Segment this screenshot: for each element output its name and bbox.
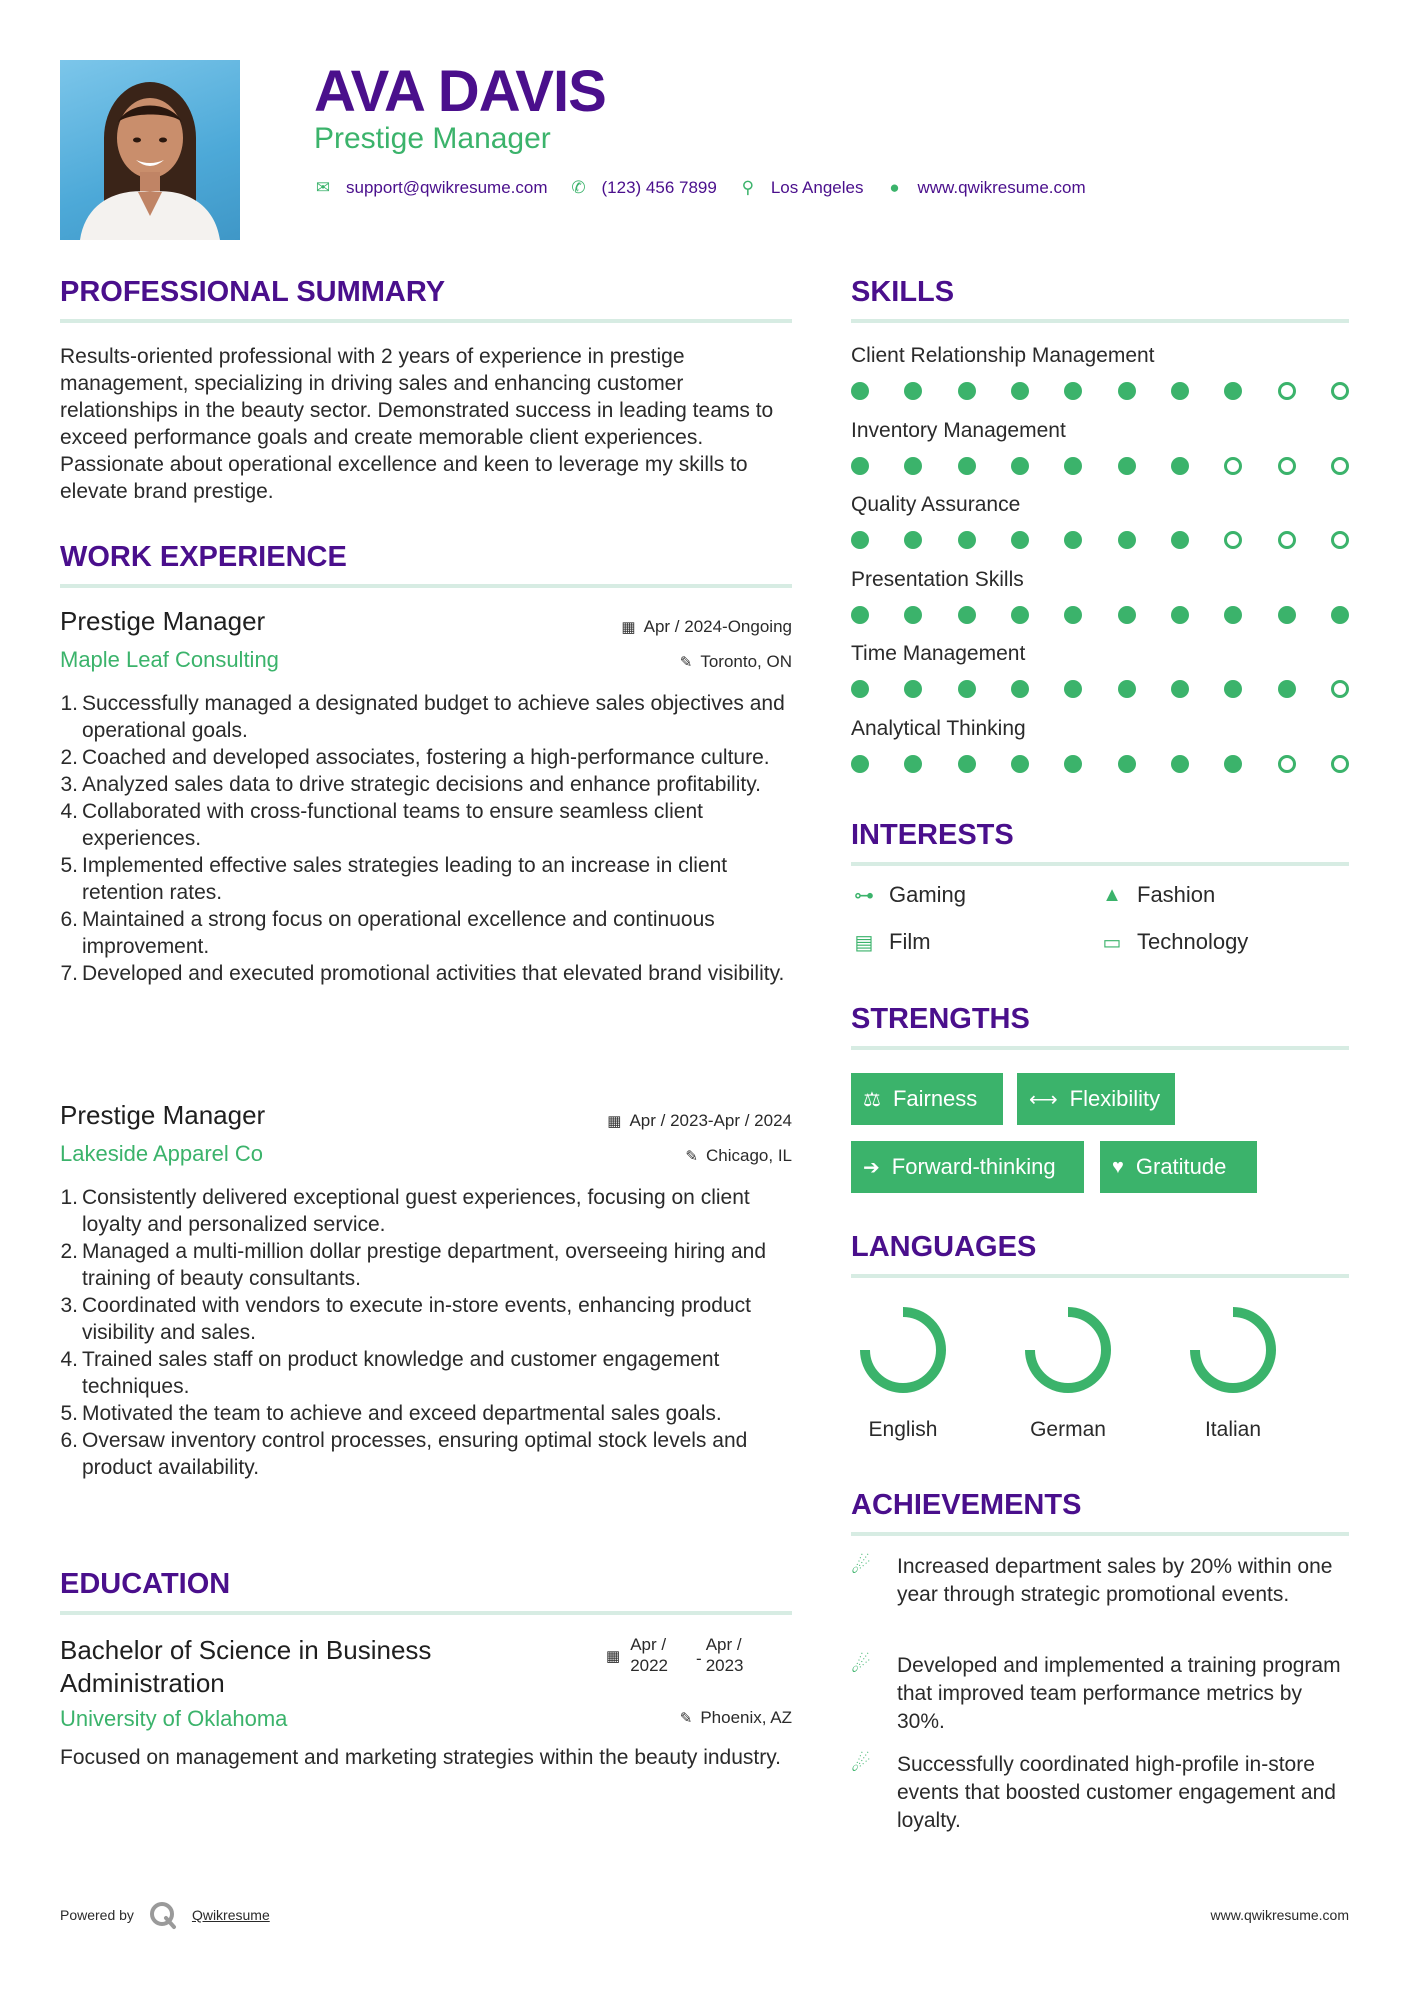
skills-divider <box>851 319 1349 323</box>
achievements-divider <box>851 1532 1349 1536</box>
rating-dot-empty <box>1278 755 1296 773</box>
rating-dot-empty <box>1278 457 1296 475</box>
calendar-icon: ▦ <box>621 619 636 636</box>
rating-dot-filled <box>851 531 869 549</box>
job-1-title: Prestige Manager <box>60 606 266 636</box>
rating-dot-filled <box>1064 382 1082 400</box>
rating-dot-filled <box>904 606 922 624</box>
skill-name: Quality Assurance <box>851 493 1021 516</box>
skill-name: Analytical Thinking <box>851 716 1026 740</box>
degree-line-1: Bachelor of Science in Business <box>60 1635 432 1665</box>
list-item: 1. Successfully managed a designated budget to achieve sales objectives and operational goals. <box>60 692 785 742</box>
rating-dot-filled <box>1224 680 1242 698</box>
skill-rating <box>851 606 1349 626</box>
list-item: 6. Maintained a strong focus on operational excellence and continuous improvement. <box>60 908 715 958</box>
rating-dot-filled <box>851 606 869 624</box>
skill-rating <box>851 755 1349 775</box>
pin-icon: ✎ <box>685 1148 698 1165</box>
skill-rating <box>851 457 1349 477</box>
rating-dot-empty <box>1331 755 1349 773</box>
rating-dot-empty <box>1331 382 1349 400</box>
education-location <box>680 1708 792 1728</box>
brand-link[interactable]: Qwikresume <box>191 1907 270 1923</box>
summary-heading: PROFESSIONAL SUMMARY <box>60 276 446 308</box>
achievement-item-3: ☄ Successfully coordinated high-profile in-store events that boosted customer engagement and loyalty. <box>851 1751 1349 1835</box>
website-text[interactable]: www.qwikresume.com <box>917 178 1086 197</box>
rating-dot-filled <box>1331 606 1349 624</box>
rating-dot-filled <box>1171 680 1189 698</box>
candidate-name: AVA DAVIS <box>314 59 606 124</box>
globe-icon: ● <box>889 178 900 197</box>
list-item: 6. Oversaw inventory control processes, ensuring optimal stock levels and product availability. <box>60 1429 748 1479</box>
rating-dot-filled <box>1064 755 1082 773</box>
envelope-icon: ✉ <box>315 178 331 197</box>
shooting-star-icon: ☄ <box>851 1553 871 1578</box>
language-item <box>1173 1300 1293 1442</box>
rating-dot-filled <box>1011 755 1029 773</box>
rating-dot-empty <box>1278 531 1296 549</box>
language-progress-arc <box>865 1312 941 1388</box>
rating-dot-filled <box>958 755 976 773</box>
contact-website[interactable] <box>885 178 1085 198</box>
list-item: 5. Motivated the team to achieve and exceed departmental sales goals. <box>60 1402 722 1425</box>
rating-dot-empty <box>1278 382 1296 400</box>
balance-scale-icon: ⚖ <box>863 1088 881 1111</box>
strength-badge-gratitude: ♥ Gratitude <box>1100 1141 1257 1193</box>
list-item: 5. Implemented effective sales strategies leading to an increase in client retention rates. <box>60 854 728 904</box>
experience-heading: WORK EXPERIENCE <box>60 541 347 573</box>
rating-dot-filled <box>1011 680 1029 698</box>
rating-dot-filled <box>851 457 869 475</box>
rating-dot-filled <box>958 606 976 624</box>
list-item: 7. Developed and executed promotional activities that elevated brand visibility. <box>60 962 785 985</box>
rating-dot-filled <box>1224 382 1242 400</box>
strength-badge-fairness: ⚖ Fairness <box>851 1073 1003 1125</box>
language-label: Italian <box>1204 1418 1262 1441</box>
rating-dot-filled <box>1224 755 1242 773</box>
rating-dot-filled <box>1011 531 1029 549</box>
list-item: 1. Consistently delivered exceptional guest experiences, focusing on client loyalty and personalized service. <box>60 1186 750 1236</box>
portrait-illustration <box>60 60 240 240</box>
rating-dot-filled <box>1171 755 1189 773</box>
rating-dot-filled <box>851 680 869 698</box>
summary-text: Results-oriented professional with 2 years of experience in prestige management, specializing in driving sales and enhancing customer relationships in the beauty sector. Demonstrated success in leading teams to exceed performance goals and create memorable client experiences. Passionate about operational excellence and keen to leverage my skills to elevate brand prestige. <box>60 345 774 503</box>
edu-location-text: Phoenix, AZ <box>700 1708 792 1727</box>
list-item: 2. Managed a multi-million dollar prestige department, overseeing hiring and training of beauty consultants. <box>60 1240 767 1290</box>
rating-dot-filled <box>1118 457 1136 475</box>
shopping-bag-icon: ▲ <box>1102 883 1122 906</box>
experience-divider <box>60 584 792 588</box>
job-1-location <box>680 652 792 672</box>
contact-location <box>739 178 864 198</box>
skills-heading: SKILLS <box>851 276 955 308</box>
job-1-dates <box>621 617 792 637</box>
rating-dot-filled <box>1118 382 1136 400</box>
map-marker-icon: ⚲ <box>741 178 755 197</box>
interest-gaming: ⊶ Gaming <box>851 882 966 908</box>
rating-dot-filled <box>1118 755 1136 773</box>
rating-dot-filled <box>1171 606 1189 624</box>
education-heading: EDUCATION <box>60 1568 231 1600</box>
strengths-divider <box>851 1046 1349 1050</box>
location-text: Los Angeles <box>770 178 864 197</box>
list-item: 3. Coordinated with vendors to execute in-store events, enhancing product visibility and sales. <box>60 1294 751 1344</box>
degree-title <box>60 1634 431 1700</box>
pin-icon: ✎ <box>679 1710 693 1727</box>
summary-divider <box>60 319 792 323</box>
contact-email[interactable] <box>314 178 548 198</box>
language-progress-ring <box>1018 1300 1118 1400</box>
job-2-company: Lakeside Apparel Co <box>60 1141 264 1166</box>
contact-bar <box>314 178 1108 198</box>
rating-dot-filled <box>1011 457 1029 475</box>
rating-dot-filled <box>1171 531 1189 549</box>
rating-dot-filled <box>1064 680 1082 698</box>
rating-dot-filled <box>904 531 922 549</box>
contact-phone[interactable] <box>570 178 717 198</box>
achievements-heading: ACHIEVEMENTS <box>851 1489 1082 1521</box>
degree-line-2: Administration <box>60 1668 225 1698</box>
film-icon: ▤ <box>854 931 874 954</box>
language-progress-arc <box>1030 1312 1106 1388</box>
rating-dot-filled <box>1171 382 1189 400</box>
skill-name: Client Relationship Management <box>851 344 1155 367</box>
rating-dot-filled <box>904 755 922 773</box>
gamepad-icon: ⊶ <box>854 884 874 907</box>
arrows-horizontal-icon: ⟷ <box>1029 1088 1058 1111</box>
job-2-title: Prestige Manager <box>60 1100 266 1130</box>
interests-heading: INTERESTS <box>851 819 1014 851</box>
skill-rating <box>851 531 1349 551</box>
shooting-star-icon: ☄ <box>851 1652 871 1677</box>
skill-name: Presentation Skills <box>851 567 1024 591</box>
rating-dot-filled <box>1118 531 1136 549</box>
qwikresume-logo-icon <box>148 1900 178 1930</box>
rating-dot-filled <box>1064 606 1082 624</box>
shooting-star-icon: ☄ <box>851 1751 871 1776</box>
footer-powered-by <box>60 1900 270 1930</box>
list-item: 3. Analyzed sales data to drive strategic decisions and enhance profitability. <box>60 773 762 796</box>
rating-dot-filled <box>1064 457 1082 475</box>
achievement-item-1: ☄ Increased department sales by 20% within one year through strategic promotional events. <box>851 1553 1349 1609</box>
rating-dot-filled <box>1278 680 1296 698</box>
rating-dot-filled <box>958 531 976 549</box>
language-item <box>843 1300 963 1442</box>
rating-dot-filled <box>1224 606 1242 624</box>
school-name: University of Oklahoma <box>60 1706 288 1731</box>
email-text[interactable]: support@qwikresume.com <box>346 178 548 197</box>
skill-rating <box>851 680 1349 700</box>
rating-dot-empty <box>1331 680 1349 698</box>
strengths-heading: STRENGTHS <box>851 1003 1030 1035</box>
edu-date-separator: - <box>696 1649 702 1668</box>
interest-technology: ▭ Technology <box>1099 929 1248 955</box>
rating-dot-filled <box>904 382 922 400</box>
skill-name: Time Management <box>851 642 1026 665</box>
pin-icon: ✎ <box>679 654 693 671</box>
rating-dot-filled <box>1118 606 1136 624</box>
list-item: 4. Trained sales staff on product knowledge and customer engagement techniques. <box>60 1348 720 1398</box>
edu-date-start: Apr / 2022 <box>630 1635 669 1675</box>
rating-dot-filled <box>851 382 869 400</box>
rating-dot-filled <box>1064 531 1082 549</box>
language-item <box>1008 1300 1128 1442</box>
job-2-location-text: Chicago, IL <box>706 1146 792 1165</box>
language-label: English <box>868 1418 938 1441</box>
rating-dot-filled <box>1011 382 1029 400</box>
footer-website[interactable]: www.qwikresume.com <box>1210 1907 1349 1923</box>
list-item: 4. Collaborated with cross-functional teams to ensure seamless client experiences. <box>60 800 703 850</box>
job-2-dates <box>607 1111 792 1131</box>
profile-photo <box>60 60 240 240</box>
interests-divider <box>851 862 1349 866</box>
laptop-icon: ▭ <box>1102 931 1122 954</box>
rating-dot-empty <box>1331 531 1349 549</box>
rating-dot-empty <box>1224 531 1242 549</box>
rating-dot-empty <box>1224 457 1242 475</box>
strength-badge-forward-thinking: ➔ Forward-thinking <box>851 1141 1084 1193</box>
interest-fashion: ▲ Fashion <box>1099 882 1215 908</box>
language-progress-ring <box>853 1300 953 1400</box>
job-2-dates-text: Apr / 2023-Apr / 2024 <box>629 1111 792 1130</box>
edu-date-end: Apr / 2023 <box>705 1635 744 1675</box>
language-label: German <box>1030 1418 1106 1441</box>
language-progress-arc <box>1195 1312 1271 1388</box>
rating-dot-filled <box>1011 606 1029 624</box>
phone-text[interactable]: (123) 456 7899 <box>601 178 717 197</box>
rating-dot-filled <box>958 457 976 475</box>
job-2-bullets <box>60 1184 792 1481</box>
strength-badge-flexibility: ⟷ Flexibility <box>1017 1073 1175 1125</box>
education-dates <box>606 1634 744 1676</box>
achievement-item-2: ☄ Developed and implemented a training program that improved team performance metrics by 30%. <box>851 1652 1349 1736</box>
rating-dot-filled <box>904 680 922 698</box>
list-item: 2. Coached and developed associates, fostering a high-performance culture. <box>60 746 770 769</box>
rating-dot-filled <box>904 457 922 475</box>
arrow-right-icon: ➔ <box>863 1156 880 1179</box>
powered-by-label: Powered by <box>60 1907 134 1923</box>
job-1-bullets <box>60 690 792 987</box>
heart-icon: ♥ <box>1112 1155 1124 1178</box>
candidate-title: Prestige Manager <box>314 122 551 155</box>
languages-heading: LANGUAGES <box>851 1231 1037 1263</box>
education-divider <box>60 1611 792 1615</box>
education-description: Focused on management and marketing strategies within the beauty industry. <box>60 1746 782 1769</box>
job-1-dates-text: Apr / 2024-Ongoing <box>643 617 792 636</box>
languages-divider <box>851 1274 1349 1278</box>
skill-rating <box>851 382 1349 402</box>
rating-dot-empty <box>1331 457 1349 475</box>
skill-name: Inventory Management <box>851 418 1066 442</box>
job-1-company: Maple Leaf Consulting <box>60 647 279 672</box>
job-1-location-text: Toronto, ON <box>700 652 792 671</box>
job-2-location <box>685 1146 792 1166</box>
rating-dot-filled <box>1278 606 1296 624</box>
phone-icon: ✆ <box>571 178 586 197</box>
rating-dot-filled <box>851 755 869 773</box>
rating-dot-filled <box>1171 457 1189 475</box>
rating-dot-filled <box>958 680 976 698</box>
rating-dot-filled <box>958 382 976 400</box>
calendar-icon: ▦ <box>607 1113 622 1130</box>
interest-film: ▤ Film <box>851 929 931 955</box>
calendar-icon: ▦ <box>606 1648 621 1665</box>
language-progress-ring <box>1183 1300 1283 1400</box>
rating-dot-filled <box>1118 680 1136 698</box>
